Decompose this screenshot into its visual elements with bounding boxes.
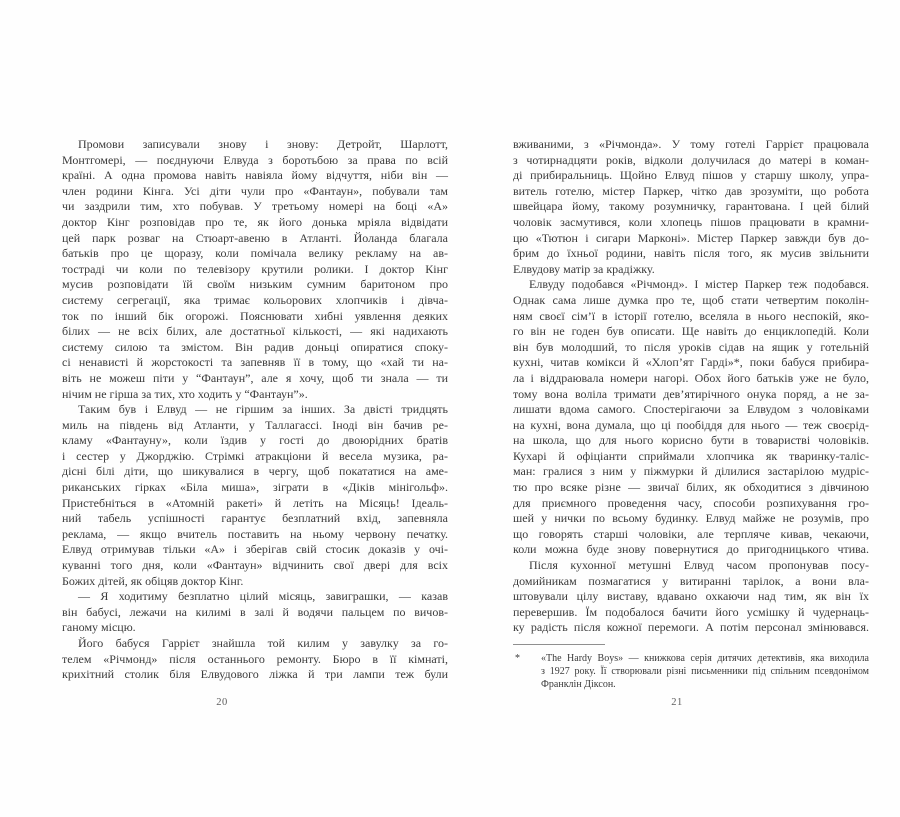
- page-20-text: [62, 137, 448, 683]
- footnote-marker: *: [515, 653, 520, 664]
- book-page-left: [62, 137, 448, 683]
- text-line: перевершив. Їм подобалося бачити його усмішку й чудернаць-: [513, 604, 869, 619]
- text-line: кухні, читав комікси й «Хлоп’ят Гарді»*, поки бабуся прибира-: [513, 355, 869, 370]
- page-21-text: [513, 137, 869, 636]
- text-line: ку радість після кожної перемоги. А потім персонал змінювався.: [513, 620, 869, 635]
- text-line: і сестер у Джорджію. Стрімкі атракціони й весела музика, ра-: [62, 448, 448, 463]
- text-line: Елвудову матір за крадіжку.: [513, 261, 655, 276]
- text-line: тому вона воліла тримати дев’ятирічного онука поряд, а не за-: [513, 386, 869, 401]
- text-line: сі ненависті й жорстокості та запевняв її в тому, що «хай ти на-: [62, 355, 448, 370]
- text-line: Божих дітей, як обіцяв доктор Кінг.: [62, 573, 244, 588]
- text-line: крихітний столик біля Елвудового ліжка й три лампи теж були: [62, 667, 448, 682]
- text-line: Кухарі й офіціанти сприймали хлопчика як тваринку-таліс-: [513, 448, 869, 463]
- text-line: мусив розповідати їй своїм низьким сумним баритоном про: [62, 277, 448, 292]
- text-line: член родини Кінга. Усі діти чули про «Фантаун», побували там: [62, 183, 448, 198]
- text-line: тостраді чи коли по телевізору крутили ролики. І доктор Кінг: [62, 261, 448, 276]
- text-line: для приємного проведення часу, способи розпихування гро-: [513, 495, 869, 510]
- text-line: миль на південь від Атланти, у Таллагассі. Іноді він бачив ре-: [62, 417, 448, 432]
- text-line: кламу «Фантауну», коли їздив у гості до двоюрідних братів: [62, 433, 448, 448]
- text-line: чоловік засмутився, коли хлопець пішов працювати в крамни-: [513, 214, 869, 229]
- text-line: він бабусі, лежачи на килимі в залі й водячи пальцем по вичов-: [62, 604, 448, 619]
- text-line: систему сегрегації, яка тримає кольорових хлопчиків і дівча-: [62, 292, 448, 307]
- text-line: дісні білі діти, що шикувалися в чергу, щоб покататися на аме-: [62, 464, 448, 479]
- text-line: на школа, що для нього корисно бути в товаристві чоловіків.: [513, 433, 869, 448]
- text-line: коли можна буде знову повернутися до пригодницького чтива.: [513, 542, 869, 557]
- text-line: домийникам позмагатися у витиранні тарілок, а вони вла-: [513, 573, 869, 588]
- text-line: телем «Річмонд» після останнього ремонту. Бюро в її кімнаті,: [62, 651, 448, 666]
- text-line: ням своєї сім’ї в історії готелю, вселяла в нього неспокій, яко-: [513, 308, 869, 323]
- text-line: з 1927 року. Її створювали різні письменники під спільним псевдонімом: [541, 666, 869, 677]
- text-line: швейцара йому, такому розумничку, гарантована. І цей білий: [513, 199, 869, 214]
- text-line: на кухні, вона думала, що ці пообіддя для нього — теж своєрід-: [513, 417, 869, 432]
- text-line: що говорять старші чоловіки, але терпляче кивав, чекаючи,: [513, 526, 869, 541]
- text-line: вживаними, з «Річмонда». У тому готелі Гаррієт працювала: [513, 137, 869, 151]
- text-line: Таким був і Елвуд — не гіршим за інших. За двісті тридцять: [78, 402, 448, 417]
- text-line: ді прибиральниць. Щойно Елвуд пішов у старшу школу, упра-: [513, 168, 869, 183]
- text-line: доктор Кінг розповідав про те, як його донька мріяла відвідати: [62, 214, 448, 229]
- text-line: ман: гралися з ним у піжмурки й ділилися застарілою мудріс-: [513, 464, 869, 479]
- text-line: цей парк розваг на Стюарт-авеню в Атланті. Йоланда благала: [62, 230, 448, 245]
- footnote-text: [541, 652, 869, 691]
- text-line: Франклін Діксон.: [541, 679, 616, 690]
- text-line: Однак сама лише думка про те, щоб стати четвертим поколін-: [513, 292, 869, 307]
- text-line: країні. А одна промова навіть навіяла йому відчуття, ніби він —: [62, 168, 448, 183]
- text-line: куванні того дня, коли «Фантаун» відчинить свої двері для всіх: [62, 558, 448, 573]
- text-line: Елвуд отримував тільки «А» і зберігав свій стосик доказів у очі-: [62, 542, 448, 557]
- text-line: він був молодший, то після уроків сідав на ящик у готельній: [513, 339, 869, 354]
- text-line: витель готелю, містер Паркер, чітко дав зрозуміти, що робота: [513, 183, 869, 198]
- text-line: з чотирнадцяти років, відколи долучилася до матері в коман-: [513, 152, 869, 167]
- text-line: шей у нички по всьому будинку. Елвуд майже не розумів, про: [513, 511, 869, 526]
- text-line: риканських гірках «Біла миша», зіграти в «Діків мінігольф».: [62, 480, 448, 495]
- text-line: тю про всяке різне — звичаї білих, як обходитися з дівчиною: [513, 480, 869, 495]
- text-line: ний табель успішності гарантує безплатний вхід, запевняла: [62, 511, 448, 526]
- text-line: ла і віддраювала номери нагорі. Обох його батьків уже не було,: [513, 370, 869, 385]
- text-line: білих — не всіх білих, але достатньої кількості, — які надихають: [62, 324, 448, 339]
- text-line: го він не годен був описати. Ще навіть до енциклопедій. Коли: [513, 324, 869, 339]
- text-line: реклама, — якщо вчитель поставить на ньому червону печатку.: [62, 526, 448, 541]
- text-line: — Я ходитиму безплатно цілий місяць, завиграшки, — казав: [78, 589, 448, 604]
- text-line: цю «Тютюн і сигари Марконі». Містер Паркер завжди був до-: [513, 230, 869, 245]
- text-line: віть не можеш піти у “Фантаун”, але я хочу, щоб ти знала — ти: [62, 370, 448, 385]
- text-line: батьків про це щоразу, коли помічала велику рекламу на ав-: [62, 246, 448, 261]
- text-line: «The Hardy Boys» — книжкова серія дитячих детективів, яка виходила: [541, 653, 869, 664]
- text-line: Промови записували знову і знову: Детройт, Шарлотт,: [78, 137, 448, 151]
- text-line: Пристебніться в «Атомній ракеті» й летіть на Місяць! Ідеаль-: [62, 495, 448, 510]
- text-line: лишати вдома самого. Спостерігаючи за Елвудом з чоловіками: [513, 402, 869, 417]
- page-number-left: 20: [216, 697, 228, 708]
- text-line: Елвуду подобався «Річмонд». І містер Паркер теж подобався.: [529, 277, 869, 292]
- footnote-rule: [513, 644, 605, 645]
- page-number-right: 21: [671, 697, 683, 708]
- text-line: брим до їхньої родини, навіть після того, як мусив звільнити: [513, 246, 869, 261]
- text-line: систему силою та змістом. Він радив доньці опиратися споку-: [62, 339, 448, 354]
- text-line: ток по інший бік огорожі. Пояснювати хибні уявлення деяких: [62, 308, 448, 323]
- book-page-right: [513, 137, 869, 691]
- footnote: [513, 644, 869, 691]
- text-line: Монтгомері, — поєднуючи Елвуда з боротьбою за права по всій: [62, 152, 448, 167]
- text-line: Його бабуся Гаррієт знайшла той килим у завулку за го-: [78, 636, 448, 650]
- text-line: нічим не гірша за тих, хто ходить у “Фантаун”».: [62, 386, 308, 401]
- footnote-body: [513, 652, 869, 691]
- text-line: чи заздрили тим, хто побував. У третьому номері на боці «А»: [62, 199, 448, 214]
- text-line: штовували цілу виставу, вдавано охкаючи над тим, як він їх: [513, 589, 869, 604]
- text-line: ганому місцю.: [62, 620, 136, 635]
- text-line: Після кухонної метушні Елвуд часом пропонував посу-: [529, 558, 869, 573]
